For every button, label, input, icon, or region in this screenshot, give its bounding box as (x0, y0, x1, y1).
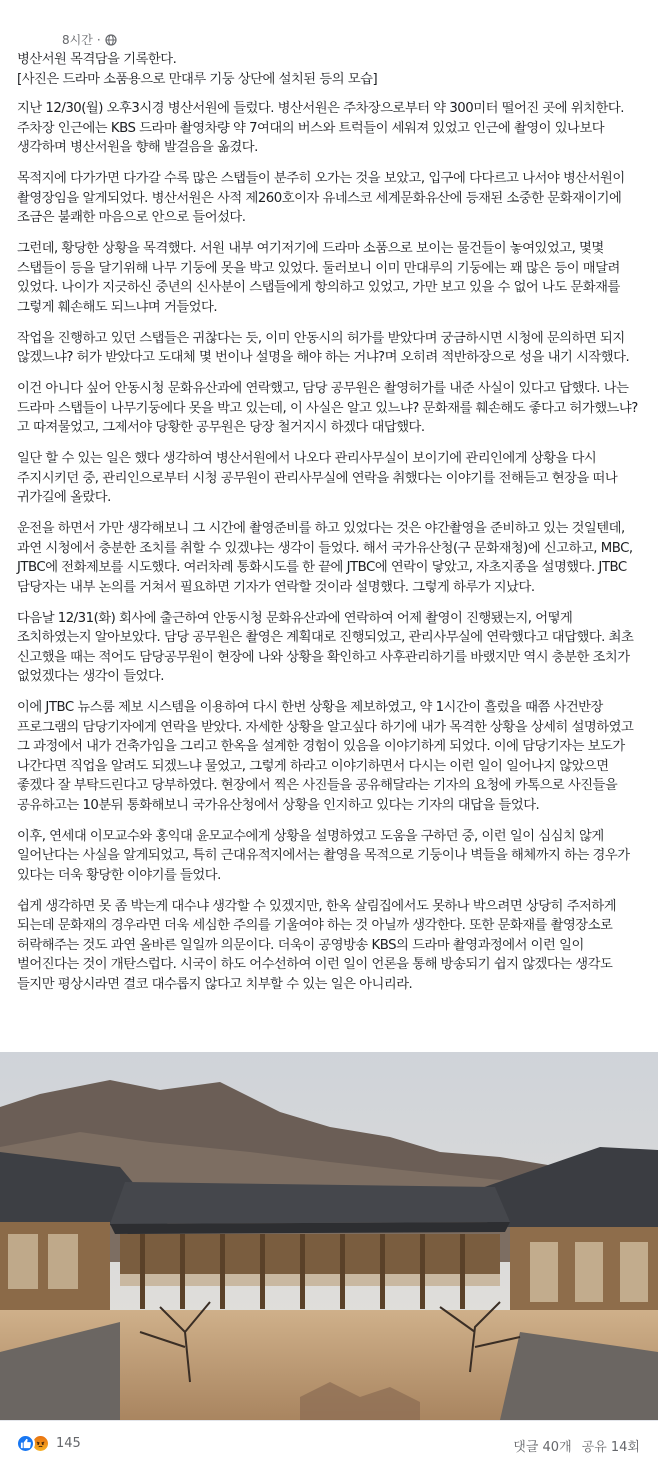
post-time[interactable]: 8시간 (62, 33, 93, 47)
post-meta (62, 31, 117, 48)
post-paragraph: 목적지에 다가가면 다가갈 수록 많은 스탭들이 분주히 오가는 것을 보았고, 입구에 다다르고 나서야 병산서원이 촬영장임을 알게되었다. 병산서원은 사적 제260호이자 유네스코 세계문화유산에 등재된 소중한 문화재이기에 조금은 불쾌한 마음으로 안으로 들어섰다. (17, 171, 625, 225)
post-paragraph: 지난 12/30(월) 오후3시경 병산서원에 들렀다. 병산서원은 주차장으로부터 약 300미터 떨어진 곳에 위치한다. 주차장 인근에는 KBS 드라마 촬영차량 약 7여대의 버스와 트럭들이 세워져 있었고 인근에 촬영이 있나보다 생각하며 병산서원을 향해 발걸음을 옮겼다. (17, 101, 624, 155)
reaction-summary[interactable] (16, 1434, 81, 1453)
post-footer (0, 1420, 658, 1463)
globe-icon[interactable] (105, 34, 117, 46)
post-paragraph: 이후, 연세대 이모교수와 홍익대 윤모교수에게 상황을 설명하였고 도움을 구하던 중, 이런 일이 심심치 않게 일어난다는 사실을 알게되었고, 특히 근대유적지에서는 촬영을 목적으로 기둥이나 벽들을 해체까지 하는 경우가 있다는 더욱 황당한 이야기를 들었다. (17, 828, 630, 883)
like-icon (16, 1434, 35, 1453)
post-stats (513, 1436, 640, 1455)
post-paragraph: 다음날 12/31(화) 회사에 출근하여 안동시청 문화유산과에 연락하여 어제 촬영이 진행됐는지, 어떻게 조치하였는지 알아보았다. 담당 공무원은 촬영은 계획대로 진행되었고, 관리사무실에 연락했다고 대답했다. 최초 신고했을 때는 적어도 담당공무원이 현장에 나와 상황을 확인하고 사후관리하기를 바랬지만 역시 충분한 조치가 없었겠다는 생각이 들었다. (17, 610, 634, 684)
meta-separator: · (96, 32, 101, 47)
post-paragraph: 이에 JTBC 뉴스룸 제보 시스템을 이용하여 다시 한번 상황을 제보하였고, 약 1시간이 흘렀을 때쯤 사건반장 프로그램의 담당기자에게 연락을 받았다. 자세한 상황을 알고싶다 하기에 내가 목격한 상황을 상세히 설명하였고 그 과정에서 내가 건축가임을 그리고 한옥을 설계한 경험이 있음을 이야기하게 되었다. 이에 담당기자는 보도가 나간다면 직업을 알려도 되겠느냐 물었고, 그렇게 하라고 이야기하면서 다시는 이런 일이 일어나지 않았으면 좋겠다 잘 부탁드린다고 당부하였다. 현장에서 찍은 사진들을 공유해달라는 기자의 요청에 카톡으로 사진들을 공유하고는 10분뒤 통화해보니 국가유산청에서 상황을 인지하고 있다는 기자의 대답을 들었다. (17, 700, 634, 813)
post-paragraph: 운전을 하면서 가만 생각해보니 그 시간에 촬영준비를 하고 있었다는 것은 야간촬영을 준비하고 있는 것일텐데, 과연 시청에서 충분한 조치를 취할 수 있겠냐는 생각이 들었다. 해서 국가유산청(구 문화재청)에 신고하고, MBC, JTBC에 전화제보를 시도했다. 여러차례 통화시도를 한 끝에 JTBC에 연락이 닿았고, 자초지종을 설명했다. JTBC 담당자는 내부 논의를 거쳐서 필요하면 기자가 연락할 것이라 설명했다. 그렇게 하루가 지났다. (17, 521, 633, 595)
post-paragraph: 일단 할 수 있는 일은 했다 생각하여 병산서원에서 나오다 관리사무실이 보이기에 관리인에게 상황을 다시 주지시키던 중, 관리인으로부터 시청 공무원이 관리사무실에 연락을 취했다는 이야기를 전해듣고 현장을 떠나 귀가길에 올랐다. (17, 451, 618, 505)
post-photo[interactable] (0, 1052, 658, 1420)
reaction-count[interactable]: 145 (56, 1436, 81, 1451)
post-header (0, 0, 658, 48)
byeongsan-seowon-photo (0, 1052, 658, 1420)
post-heading: 병산서원 목격담을 기록한다. [사진은 드라마 소품용으로 만대루 기둥 상단에 설치된 등의 모습] (17, 52, 378, 87)
post-paragraph: 그런데, 황당한 상황을 목격했다. 서원 내부 여기저기에 드라마 소품으로 보이는 물건들이 놓여있었고, 몇몇 스탭들이 등을 달기위해 나무 기둥에 못을 박고 있었다. 둘러보니 이미 만대루의 기둥에는 꽤 많은 등이 매달려 있었다. 나이가 지긋하신 중년의 신사분이 스탭들에게 항의하고 있었고, 가만 보고 있을 수 없어 나도 문화재를 그렇게 훼손해도 되느냐며 거들었다. (17, 241, 620, 315)
post-paragraph: 쉽게 생각하면 못 좀 박는게 대수냐 생각할 수 있겠지만, 한옥 살림집에서도 못하나 박으려면 상당히 주저하게 되는데 문화재의 경우라면 더욱 세심한 주의를 기울여야 하는 것 아닐까 생각한다. 또한 문화재를 촬영장소로 허락해주는 것도 과연 올바른 일일까 의문이다. 더욱이 공영방송 KBS의 드라마 촬영과정에서 이런 일이 벌어진다는 것이 개탄스럽다. 시국이 하도 어수선하여 이런 일이 언론을 통해 방송되기 쉽지 않겠다는 생각도 들지만 평상시라면 결코 대수롭지 않다고 치부할 수 있는 일은 아니리라. (17, 898, 617, 992)
post-body (17, 50, 643, 1006)
post-paragraph: 이건 아니다 싶어 안동시청 문화유산과에 연락했고, 담당 공무원은 촬영허가를 내준 사실이 있다고 답했다. 나는 드라마 스탭들이 나무기둥에다 못을 박고 있는데, 이 사실은 알고 있느냐? 문화재를 훼손해도 좋다고 허가했느냐?고 따져물었고, 그제서야 당황한 공무원은 당장 철거지시 하겠다 대답했다. (17, 381, 638, 435)
comment-count[interactable]: 댓글 40개 (513, 1440, 572, 1455)
share-count[interactable]: 공유 14회 (581, 1440, 640, 1455)
post-paragraph: 작업을 진행하고 있던 스탭들은 귀찮다는 듯, 이미 안동시의 허가를 받았다며 궁금하시면 시청에 문의하면 되지 않겠느냐? 허가 받았다고 도대체 몇 번이나 설명을 해야 하는 거냐?며 오히려 적반하장으로 성을 내기 시작했다. (17, 330, 630, 365)
